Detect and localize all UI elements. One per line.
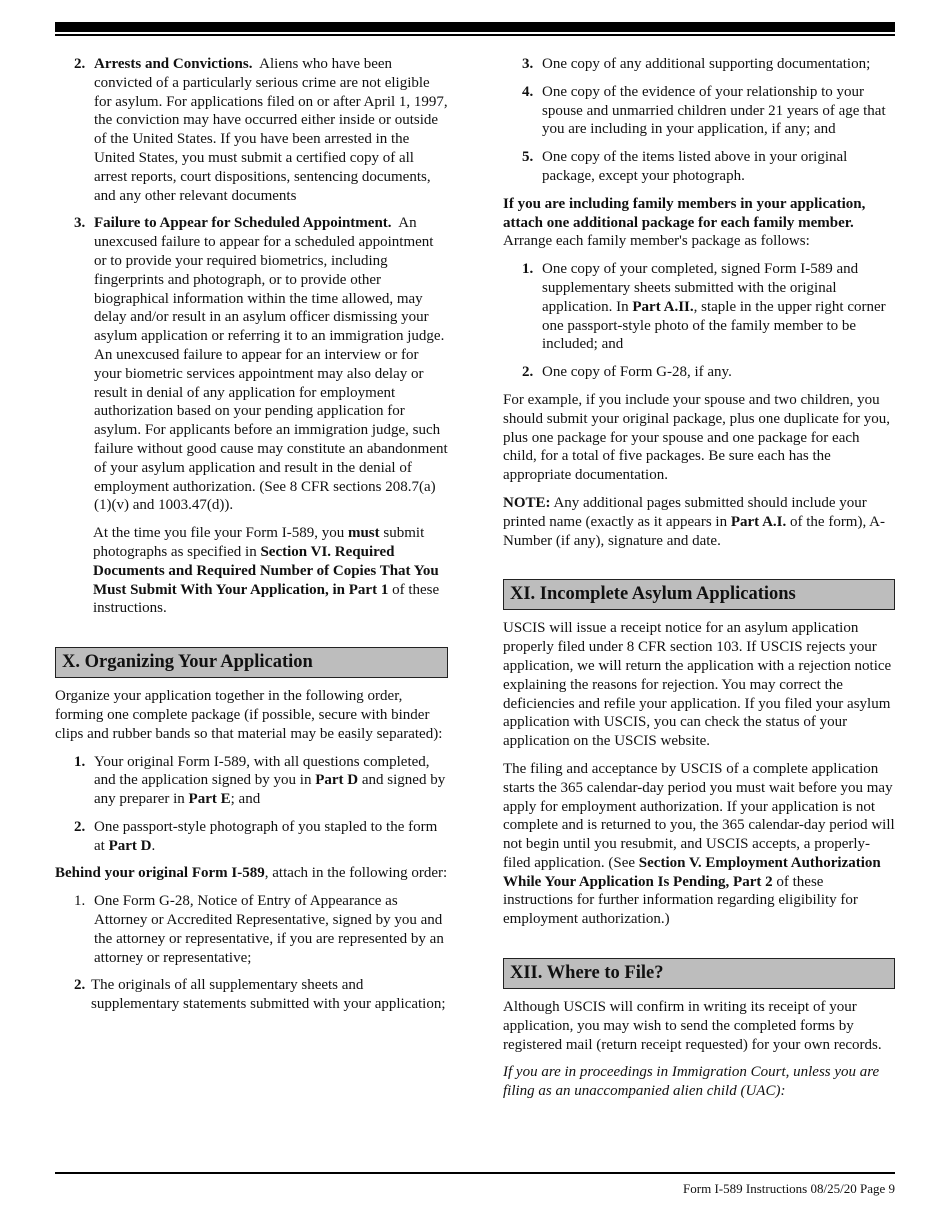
behind-original-paragraph: Behind your original Form I-589, attach in the following order:	[55, 865, 448, 882]
list-item-relationship-evidence: 4. One copy of the evidence of your relationship to your spouse and unmarried children under 21 years of age that you are including in your application, if any; and	[522, 83, 886, 138]
family-members-paragraph: If you are including family members in your application, attach one additional package for each family member. Arrange each family member's package as follows:	[503, 195, 866, 250]
example-paragraph: For example, if you include your spouse and two children, you should submit your original package, plus one duplicate for you, plus one package for your spouse and one package for each child, for a total of five packages. Be sure each has the appropriate documentation.	[503, 391, 891, 484]
top-rule-thin	[55, 34, 895, 36]
list-item-supporting-docs: 3. One copy of any additional supporting documentation;	[522, 56, 871, 72]
organize-intro: Organize your application together in the following order, forming one complete package (if possible, secure with binder clips and rubber bands so that material may be easily separated):	[55, 688, 443, 742]
list-item-copy-of-items: 5. One copy of the items listed above in your original package, except your photograph.	[522, 149, 848, 184]
list-item-g28: 1. One Form G-28, Notice of Entry of Appearance as Attorney or Accredited Representative, signed by you and the attorney or representative, if you are represented by an attorney or representative;	[74, 893, 444, 966]
list-item-family-form: 1. One copy of your completed, signed Form I-589 and supplementary sheets submitted with the original application. In Part A.II., staple in the upper right corner one passport-style photo of the family member to be included; and	[522, 261, 886, 353]
list-item-failure-to-appear: 3. Failure to Appear for Scheduled Appointment. An unexcused failure to appear for a scheduled appointment or to provide your required biometrics, including fingerprints and photograph, or to provide other biographical information within the time allowed, may delay and/or result in an asylum officer dismissing your asylum application or referring it to an immigration judge. An unexcused failure to appear for an interview or for your biometric services appointment may also delay or result in denial of any application for employment authorization based on your pending application for asylum. For applicants before an immigration judge, such failure without good cause may constitute an abandonment of your asylum application and result in the denial of employment authorization. (See 8 CFR sections 208.7(a)(1)(v) and 1003.47(d)).	[74, 215, 448, 514]
photo-requirement-paragraph: At the time you file your Form I-589, you must submit photographs as specified in Section VI. Required Documents and Required Number of Copies That You Must Submit With Your Application, in Part 1 of these instructions.	[93, 525, 440, 617]
left-column	[55, 55, 448, 1023]
list-item-original-form: 1. Your original Form I-589, with all questions completed, and the application signed by you in Part D and signed by any preparer in Part E; and	[74, 753, 446, 808]
incomplete-paragraph-2: The filing and acceptance by USCIS of a complete application starts the 365 calendar-day period you must wait before you may apply for employment authorization. If your application is not complete and is returned to you, the 365 calendar-day period will not begin until you resubmit, and USCIS accepts, a properly-filed application. (See Section V. Employment Authorization While Your Application Is Pending, Part 2 of these instructions for further information regarding eligibility for employment authorization.)	[503, 760, 895, 928]
section-heading-incomplete: XI. Incomplete Asylum Applications	[503, 579, 895, 610]
list-item-supplementary: 2. The originals of all supplementary sheets and supplementary statements submitted with your application;	[74, 977, 446, 1013]
note-paragraph: NOTE: Any additional pages submitted should include your printed name (exactly as it appears in Part A.I. of the form), A-Number (if any), signature and date.	[503, 494, 885, 549]
section-heading-organizing: X. Organizing Your Application	[55, 647, 448, 678]
list-item-family-g28: 2. One copy of Form G-28, if any.	[522, 364, 732, 381]
list-item-photograph: 2. One passport-style photograph of you stapled to the form at Part D.	[74, 818, 438, 854]
immigration-court-paragraph: If you are in proceedings in Immigration Court, unless you are filing as an unaccompanied alien child (UAC):	[503, 1064, 880, 1100]
incomplete-paragraph-1: USCIS will issue a receipt notice for an asylum application properly filed under 8 CFR section 103. If USCIS rejects your application, we will return the application with a rejection notice explaining the reasons for rejection. You may correct the deficiencies and refile your application. If you filed your asylum application with USCIS, you can check the status of your application on the USCIS website.	[503, 620, 892, 750]
where-to-file-paragraph: Although USCIS will confirm in writing its receipt of your application, you may wish to send the completed forms by registered mail (return receipt requested) for your own records.	[503, 999, 882, 1053]
list-item-arrests: 2. Arrests and Convictions. Aliens who have been convicted of a particularly serious crime are not eligible for asylum. For applications filed on or after April 1, 1997, the conviction may have occurred either inside or outside of the United States. If you have been arrested in the United States, you must submit a certified copy of all arrest reports, court dispositions, sentencing documents, and any other relevant documents	[74, 56, 448, 204]
right-column	[503, 55, 895, 1110]
footer-rule	[55, 1172, 895, 1174]
top-rule	[55, 22, 895, 32]
section-heading-where-to-file: XII. Where to File?	[503, 958, 895, 989]
page-footer: Form I-589 Instructions 08/25/20 Page 9	[683, 1181, 895, 1196]
